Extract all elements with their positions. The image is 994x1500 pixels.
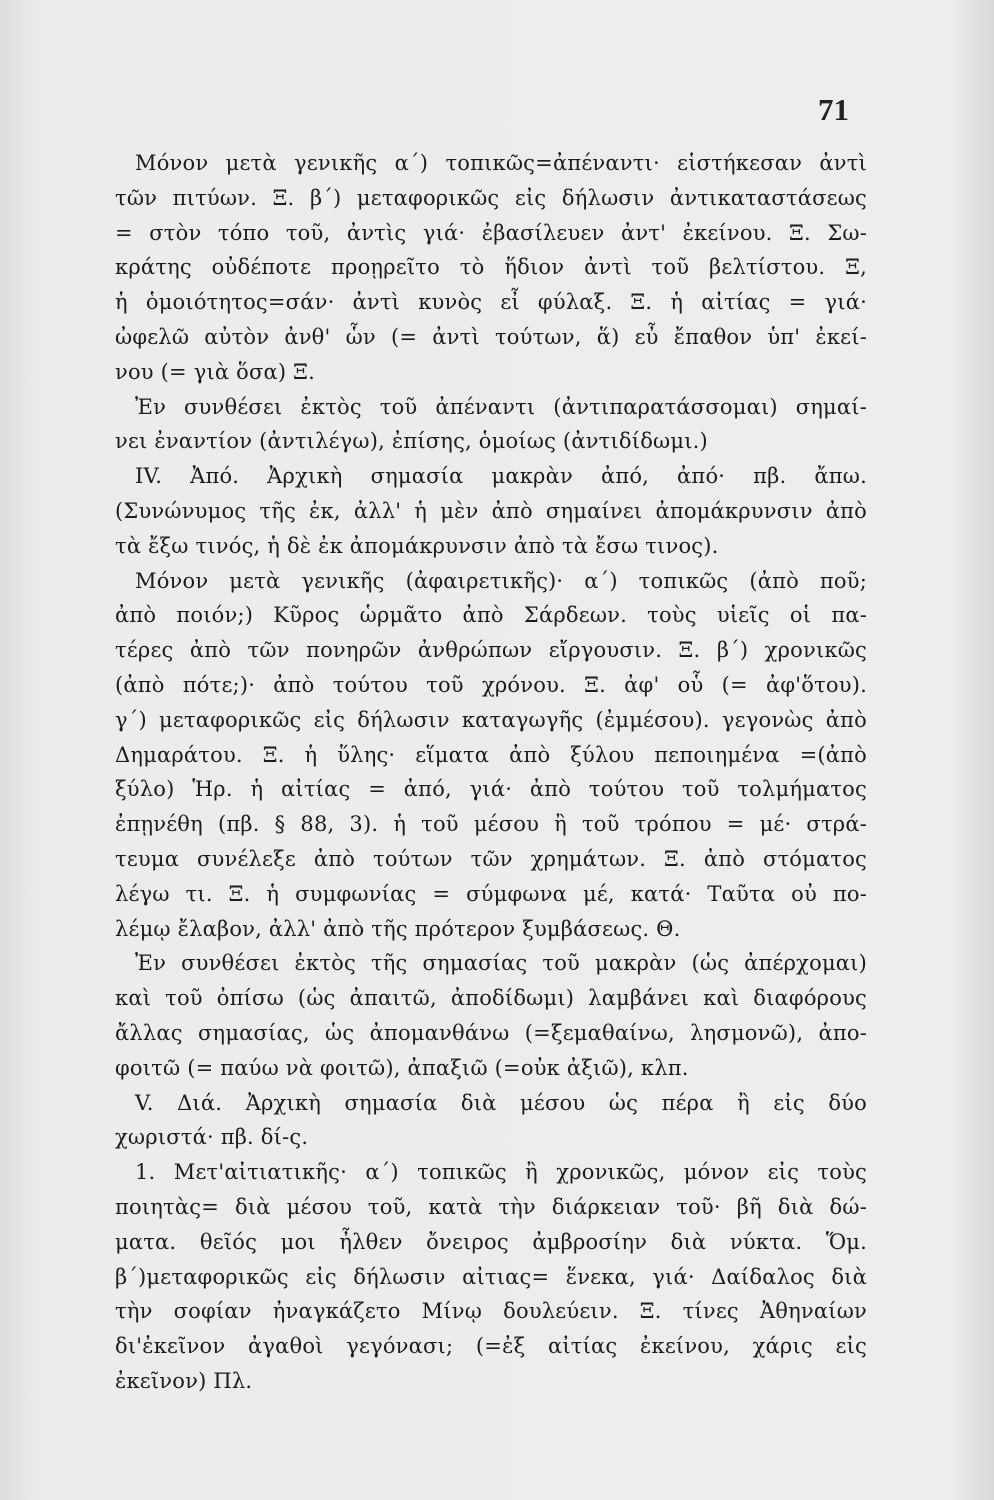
- text-line: (Συνώνυμος τῆς ἐκ, ἀλλ' ἡ μὲν ἀπὸ σημαίνει ἀπομάκρυνσιν ἀπὸ: [115, 498, 867, 523]
- page-number: 71: [818, 92, 849, 127]
- text-line: ἄλλας σημασίας, ὡς ἀπομανθάνω (=ξεμαθαίνω, λησμονῶ), ἀπο-: [115, 1020, 867, 1045]
- text-line: ματα. θεῖός μοι ἦλθεν ὄνειρος ἀμβροσίην διὰ νύκτα. Ὅμ.: [115, 1229, 867, 1254]
- text-line: Ἐν συνθέσει ἐκτὸς τοῦ ἀπέναντι (ἀντιπαρατάσσομαι) σημαί-: [135, 394, 867, 419]
- text-line: λέγω τι. Ξ. ἡ συμφωνίας = σύμφωνα μέ, κατά· Ταῦτα οὐ πο-: [115, 881, 867, 906]
- text-line: λέμῳ ἔλαβον, ἀλλ' ἀπὸ τῆς πρότερον ξυμβάσεως. Θ.: [115, 916, 681, 941]
- text-line: ξύλο) Ἡρ. ἡ αἰτίας = ἀπό, γιά· ἀπὸ τούτου τοῦ τολμήματος: [115, 777, 867, 802]
- text-line: ἐκεῖνον) Πλ.: [115, 1368, 253, 1393]
- text-line: καὶ τοῦ ὀπίσω (ὡς ἀπαιτῶ, ἀποδίδωμι) λαμβάνει καὶ διαφόρους: [115, 986, 867, 1011]
- text-line: τέρες ἀπὸ τῶν πονηρῶν ἀνθρώπων εἴργουσιν. Ξ. β΄) χρονικῶς: [115, 638, 867, 663]
- text-line: κράτης οὐδέποτε προῃρεῖτο τὸ ἥδιον ἀντὶ τοῦ βελτίστου. Ξ,: [115, 255, 867, 280]
- text-line: Μόνον μετὰ γενικῆς α΄) τοπικῶς=ἀπέναντι· εἱστήκεσαν ἀντὶ: [135, 151, 867, 175]
- text-line: Ἐν συνθέσει ἐκτὸς τῆς σημασίας τοῦ μακρὰν (ὡς ἀπέρχομαι): [135, 951, 867, 976]
- text-line: 1. Μετ'αἰτιατικῆς· α΄) τοπικῶς ἢ χρονικῶς, μόνον εἰς τοὺς: [135, 1160, 867, 1185]
- body-text: [115, 146, 867, 1399]
- text-line: τὴν σοφίαν ἠναγκάζετο Μίνῳ δουλεύειν. Ξ. τίνες Ἀθηναίων: [115, 1299, 867, 1324]
- text-line: (ἀπὸ πότε;)· ἀπὸ τούτου τοῦ χρόνου. Ξ. ἀφ' οὗ (= ἀφ'ὅτου).: [115, 672, 867, 697]
- text-line: IV. Ἀπό. Ἀρχικὴ σημασία μακρὰν ἀπό, ἀπό· πβ. ἄπω.: [135, 464, 867, 489]
- text-line: = στὸν τόπο τοῦ, ἀντὶς γιά· ἐβασίλευεν ἀντ' ἐκείνου. Ξ. Σω-: [115, 220, 867, 245]
- text-line: τευμα συνέλεξε ἀπὸ τούτων τῶν χρημάτων. Ξ. ἀπὸ στόματος: [115, 846, 867, 871]
- text-line: ὠφελῶ αὐτὸν ἀνθ' ὧν (= ἀντὶ τούτων, ἅ) εὖ ἔπαθον ὑπ' ἐκεί-: [115, 324, 867, 349]
- text-line: τὰ ἔξω τινός, ἡ δὲ ἐκ ἀπομάκρυνσιν ἀπὸ τὰ ἔσω τινος).: [115, 533, 719, 558]
- text-line: ἀπὸ ποιόν;) Κῦρος ὡρμᾶτο ἀπὸ Σάρδεων. τοὺς υἱεῖς οἱ πα-: [115, 603, 867, 628]
- text-line: τῶν πιτύων. Ξ. β΄) μεταφορικῶς εἰς δήλωσιν ἀντικαταστάσεως: [115, 185, 867, 210]
- text-line: νει ἐναντίον (ἀντιλέγω), ἐπίσης, ὁμοίως (ἀντιδίδωμι.): [115, 429, 708, 454]
- text-line: ποιητὰς= διὰ μέσου τοῦ, κατὰ τὴν διάρκειαν τοῦ· βῆ διὰ δώ-: [115, 1194, 867, 1219]
- text-line: δι'ἐκεῖνον ἀγαθοὶ γεγόνασι; (=ἐξ αἰτίας ἐκείνου, χάρις εἰς: [115, 1334, 867, 1359]
- text-line: ἐπῃνέθη (πβ. § 88, 3). ἡ τοῦ μέσου ἢ τοῦ τρόπου = μέ· στρά-: [115, 812, 867, 837]
- text-line: γ΄) μεταφορικῶς εἰς δήλωσιν καταγωγῆς (ἐμμέσου). γεγονὼς ἀπὸ: [115, 707, 867, 732]
- text-line: Μόνον μετὰ γενικῆς (ἀφαιρετικῆς)· α΄) τοπικῶς (ἀπὸ ποῦ;: [135, 568, 867, 593]
- text-line: V. Διά. Ἀρχικὴ σημασία διὰ μέσου ὡς πέρα ἢ εἰς δύο: [135, 1090, 867, 1115]
- text-line: φοιτῶ (= παύω νὰ φοιτῶ), ἀπαξιῶ (=οὐκ ἀξιῶ), κλπ.: [115, 1055, 689, 1080]
- text-line: ἡ ὁμοιότητος=σάν· ἀντὶ κυνὸς εἶ φύλαξ. Ξ. ἡ αἰτίας = γιά·: [115, 290, 867, 315]
- text-line: Δημαράτου. Ξ. ἡ ὕλης· εἵματα ἀπὸ ξύλου πεποιημένα =(ἀπὸ: [115, 742, 867, 767]
- text-line: β΄)μεταφορικῶς εἰς δήλωσιν αἰτιας= ἕνεκα, γιά· Δαίδαλος διὰ: [115, 1264, 867, 1289]
- text-line: νου (= γιὰ ὅσα) Ξ.: [115, 359, 316, 384]
- text-line: χωριστά· πβ. δί-ς.: [115, 1125, 309, 1150]
